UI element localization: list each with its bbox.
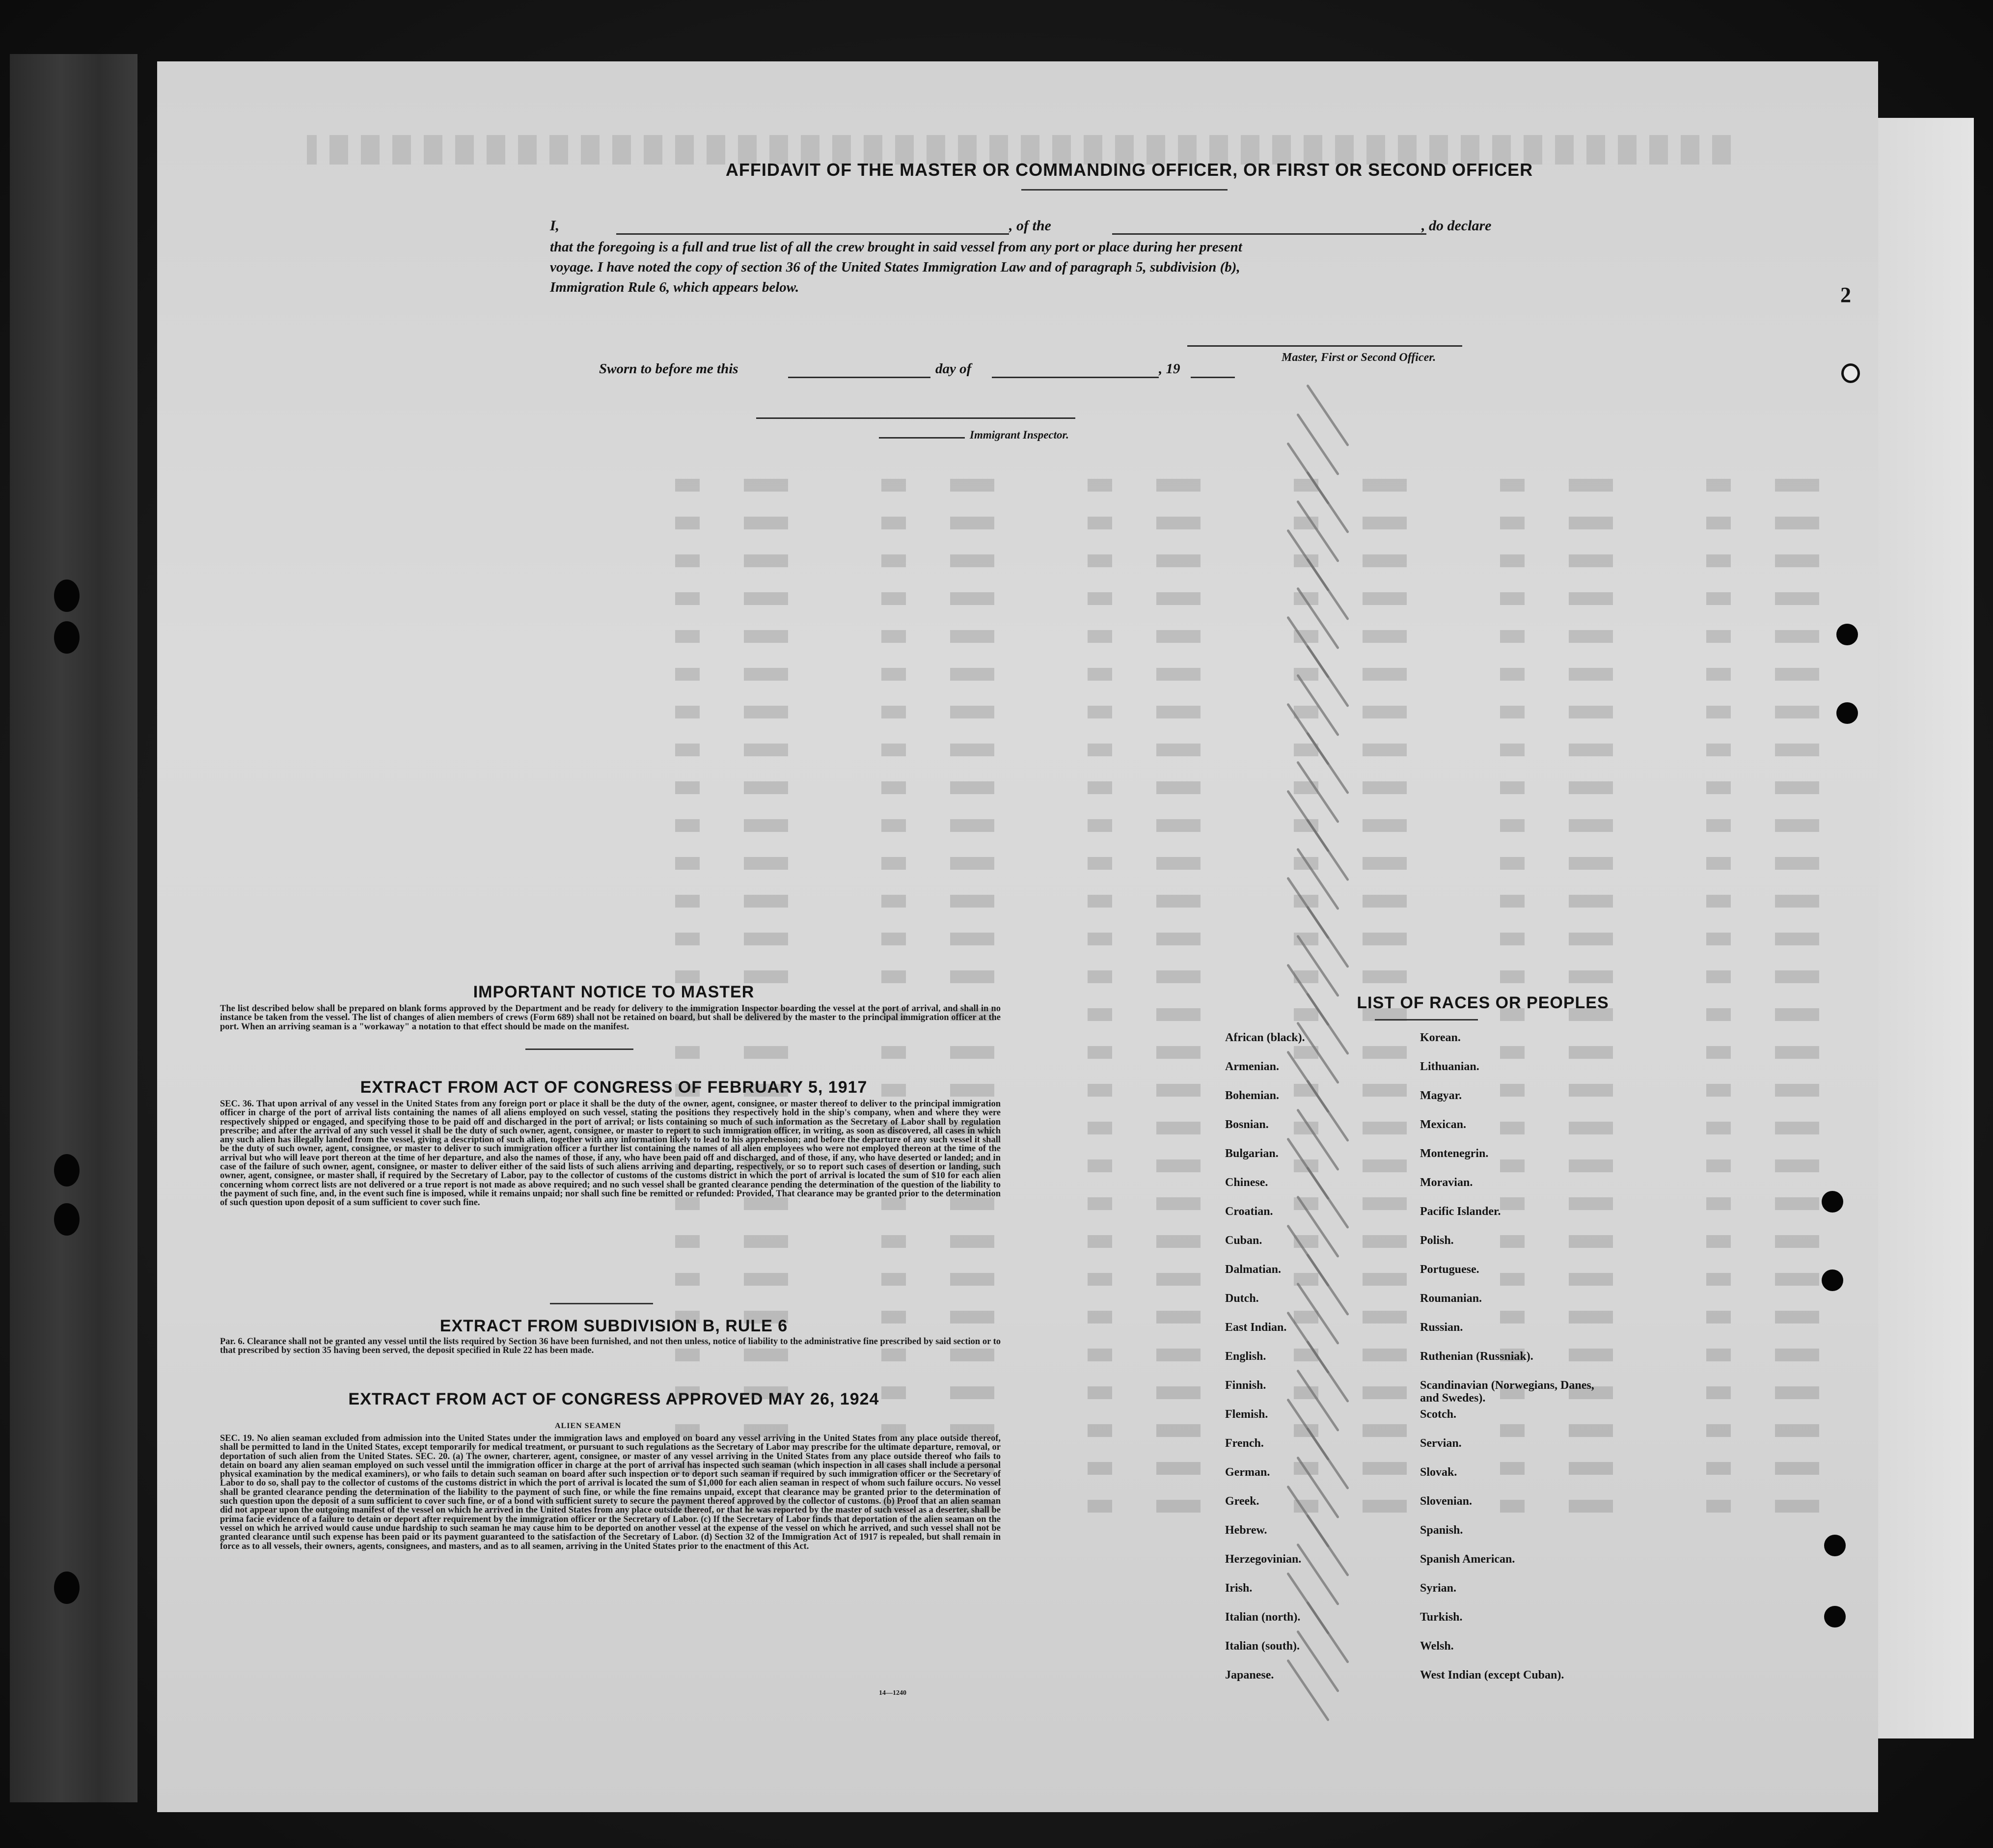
vessel-name-line <box>1112 233 1426 235</box>
affidavit-line-2: that the foregoing is a full and true list of all the crew brought in said vessel from any port or place during her present <box>550 239 1242 255</box>
form-number: 14—1240 <box>879 1689 906 1697</box>
race-entry: Scotch. <box>1420 1408 1456 1421</box>
master-signature-label: Master, First or Second Officer. <box>1282 351 1436 364</box>
races-heading: LIST OF RACES OR PEOPLES <box>1357 993 1609 1012</box>
race-entry: Montenegrin. <box>1420 1147 1489 1160</box>
race-entry: Ruthenian (Russniak). <box>1420 1350 1533 1363</box>
binder-hole <box>54 579 80 612</box>
race-entry: Welsh. <box>1420 1640 1454 1653</box>
ghost-row <box>641 857 1819 870</box>
race-entry: Greek. <box>1225 1495 1259 1508</box>
race-entry: Lithuanian. <box>1420 1060 1479 1073</box>
race-entry: Scandinavian (Norwegians, Danes, and Swedes). <box>1420 1379 1594 1405</box>
race-entry: Chinese. <box>1225 1176 1268 1189</box>
race-entry: Dalmatian. <box>1225 1263 1281 1276</box>
race-entry: Armenian. <box>1225 1060 1279 1073</box>
race-entry: Mexican. <box>1420 1118 1466 1131</box>
ghost-row <box>641 554 1819 567</box>
binder-hole <box>54 621 80 654</box>
race-entry: Cuban. <box>1225 1234 1262 1247</box>
do-declare-label: , do declare <box>1421 218 1492 234</box>
inspector-label: Immigrant Inspector. <box>970 429 1069 441</box>
punch-hole <box>1824 1606 1846 1627</box>
notice-rule <box>525 1048 633 1050</box>
ghost-row <box>641 517 1819 529</box>
races-rule <box>1375 1019 1478 1021</box>
race-entry: Hebrew. <box>1225 1524 1267 1537</box>
ghost-row <box>641 479 1819 492</box>
extract-1917-rule <box>550 1303 653 1304</box>
race-entry: Spanish. <box>1420 1524 1463 1537</box>
manifest-sheet <box>157 61 1878 1812</box>
inspector-signature-line-short <box>879 437 965 439</box>
race-entry: Slovenian. <box>1420 1495 1473 1508</box>
ghost-row <box>641 1046 1819 1059</box>
race-entry: Russian. <box>1420 1321 1463 1334</box>
ghost-row <box>641 781 1819 794</box>
handwritten-page-number: 2 <box>1840 283 1851 307</box>
race-entry: Bulgarian. <box>1225 1147 1279 1160</box>
race-entry: Flemish. <box>1225 1408 1268 1421</box>
sworn-month-line <box>992 377 1159 378</box>
heading-rule <box>1021 189 1228 191</box>
inspector-signature-line <box>756 417 1075 419</box>
binder-hole <box>54 1203 80 1236</box>
ghost-row <box>641 706 1819 718</box>
punch-hole <box>1822 1191 1843 1213</box>
extract-1924-text: SEC. 19. No alien seaman excluded from admission into the United States under the immigration laws and employed on board any vessel arriving in the United States from any place outside thereof, shall be permitted to land in the United States, except temporarily for medical treatment, or pursuant to such regulations as the Secretary of Labor may prescribe for the ultimate departure, removal, or deportation of such alien from the United States. SEC. 20. (a) The owner, charterer, agent, consignee, or master of any vessel arriving in the United States from any place outside thereof who fails to detain on board any alien seaman employed on such vessel until the immigration officer in charge at the port of arrival has inspected such seaman (which inspection in all cases shall include a personal physical examination by the medical examiners), or who fails to detain such seaman on board after such inspection or to deport such seaman if required by such immigration officer or the Secretary of Labor to do so, shall pay to the collector of customs of the customs district in which the port of arrival is located the sum of $1,000 for each alien seaman in respect of whom such failure occurs. No vessel shall be granted clearance pending the determination of the liability to the payment of such fine, or while the fine remains unpaid, except that clearance may be granted prior to the determination of such question upon the deposit of a sum sufficient to cover such fine, or of a bond with sufficient surety to secure the payment thereof approved by the collector of customs. (b) Proof that an alien seaman did not appear upon the outgoing manifest of the vessel on which he arrived in the United States from any place outside thereof, or that he was reported by the master of such vessel as a deserter, shall be prima facie evidence of a failure to detain or deport after requirement by the immigration officer or the Secretary of Labor. (c) If the Secretary of Labor finds that deportation of the alien seaman on the vessel on which he arrived would cause undue hardship to such seaman he may cause him to be deported on another vessel at the expense of the vessel on which he arrived, and such vessel shall not be granted clearance until such expense has been paid or its payment guaranteed to the satisfaction of the Secretary of Labor. (d) Section 32 of the Immigration Act of 1917 is repealed, but shall remain in force as to all vessels, their owners, agents, consignees, and masters, and as to all seamen, arriving in the United States prior to the enactment of this Act. <box>220 1434 1001 1551</box>
binder-hole <box>54 1572 80 1604</box>
sworn-year-line <box>1191 377 1235 378</box>
race-entry: Turkish. <box>1420 1611 1463 1624</box>
notice-text: The list described below shall be prepared on blank forms approved by the Department and be ready for delivery to the immigration Inspector boarding the vessel at the port of arrival, and shall in no instance be taken from the vessel. The list of changes of alien members of crews (Form 689) shall not be retained on board, but shall be delivered by the master to the principal immigration officer at the port. When an arriving seaman is a "workaway" a notation to that effect should be made on the manifest. <box>220 1004 1001 1032</box>
race-entry: English. <box>1225 1350 1266 1363</box>
ghost-row <box>641 819 1819 832</box>
race-entry: Bosnian. <box>1225 1118 1269 1131</box>
race-entry: Slovak. <box>1420 1466 1457 1479</box>
day-of-label: day of <box>935 361 972 377</box>
race-entry: Japanese. <box>1225 1669 1274 1682</box>
ghost-row <box>641 744 1819 756</box>
race-entry: Dutch. <box>1225 1292 1259 1305</box>
extract-1917-heading: EXTRACT FROM ACT OF CONGRESS OF FEBRUARY 5, 1917 <box>360 1078 868 1097</box>
rule6-heading: EXTRACT FROM SUBDIVISION B, RULE 6 <box>439 1317 788 1335</box>
race-entry: African (black). <box>1225 1031 1305 1044</box>
race-entry: Syrian. <box>1420 1582 1457 1595</box>
punch-hole <box>1841 363 1860 383</box>
ghost-row <box>641 592 1819 605</box>
race-entry: Herzegovinian. <box>1225 1553 1302 1566</box>
affidavit-line-4: Immigration Rule 6, which appears below. <box>550 279 799 295</box>
race-entry: Italian (north). <box>1225 1611 1301 1624</box>
race-entry: Korean. <box>1420 1031 1461 1044</box>
race-entry: Italian (south). <box>1225 1640 1300 1653</box>
declarant-i-label: I, <box>550 218 560 234</box>
race-entry: East Indian. <box>1225 1321 1287 1334</box>
affidavit-heading: AFFIDAVIT OF THE MASTER OR COMMANDING OFFICER, OR FIRST OR SECOND OFFICER <box>725 160 1533 180</box>
race-entry: Spanish American. <box>1420 1553 1515 1566</box>
race-entry: French. <box>1225 1437 1264 1450</box>
race-entry: Finnish. <box>1225 1379 1266 1392</box>
notice-heading: IMPORTANT NOTICE TO MASTER <box>473 983 755 1001</box>
ghost-row <box>641 895 1819 908</box>
race-entry: German. <box>1225 1466 1270 1479</box>
race-entry: Bohemian. <box>1225 1089 1280 1102</box>
binder-strip <box>10 54 137 1802</box>
race-entry: West Indian (except Cuban). <box>1420 1669 1564 1682</box>
race-entry: Servian. <box>1420 1437 1462 1450</box>
race-entry: Pacific Islander. <box>1420 1205 1501 1218</box>
race-entry: Croatian. <box>1225 1205 1273 1218</box>
race-entry: Portuguese. <box>1420 1263 1479 1276</box>
sworn-day-line <box>788 377 930 378</box>
punch-hole <box>1836 624 1858 645</box>
race-entry: Magyar. <box>1420 1089 1462 1102</box>
ghost-row <box>641 970 1819 983</box>
alien-seamen-subheading: ALIEN SEAMEN <box>555 1422 622 1430</box>
master-signature-line <box>1187 345 1462 347</box>
race-entry: Irish. <box>1225 1582 1253 1595</box>
race-entry: Roumanian. <box>1420 1292 1482 1305</box>
punch-hole <box>1824 1535 1846 1556</box>
ghost-row <box>641 668 1819 681</box>
extract-1917-text: SEC. 36. That upon arrival of any vessel in the United States from any foreign port or place it shall be the duty of the owner, agent, consignee, or master thereof to deliver to the principal immigration officer in charge of the port of arrival lists containing the names of all aliens employed on such vessel, stating the positions they respectively hold in the ship's company, when and where they were respectively shipped or engaged, and specifying those to be paid off and discharged in the port of arrival; or lists containing so much of such information as the Secretary of Labor shall by regulation prescribe; and after the arrival of any such vessel it shall be the duty of such owner, agent, consignee, or master to report to such immigration officer, in writing, as soon as discovered, all cases in which any such alien has illegally landed from the vessel, giving a description of such alien, together with any information likely to lead to his apprehension; and before the departure of any such vessel it shall be the duty of such owner, agent, consignee, or master to deliver to such immigration officer a further list containing the names of all alien employees who were not employed thereon at the time of the arrival but who will leave port thereon at the time of her departure, and also the names of those, if any, who have been paid off and discharged, and of those, if any, who have deserted or landed; and in case of the failure of such owner, agent, consignee, or master to deliver either of the said lists of such aliens arriving and departing, respectively, or so to report such cases of desertion or landing, such owner, agent, consignee, or master shall, if required by the Secretary of Labor, pay to the collector of customs of the customs district in which the port of arrival is located the sum of $10 for each alien concerning whom correct lists are not delivered or a true report is not made as above required; and no such vessel shall be granted clearance pending the determination of the question of the liability to the payment of such fine, and, in the event such fine is imposed, while it remains unpaid; nor shall such fine be remitted or refunded: Provided, That clearance may be granted prior to the determination of such question upon deposit of a sum sufficient to cover such fine. <box>220 1099 1001 1208</box>
affidavit-line-3: voyage. I have noted the copy of section 36 of the United States Immigration Law and of paragraph 5, subdivision (b), <box>550 259 1240 275</box>
declarant-name-line <box>616 233 1009 235</box>
punch-hole <box>1836 702 1858 724</box>
of-the-label: , of the <box>1009 218 1051 234</box>
punch-hole <box>1822 1269 1843 1291</box>
ghost-row <box>641 933 1819 945</box>
ghost-row <box>641 630 1819 643</box>
race-entry: Moravian. <box>1420 1176 1473 1189</box>
rule6-text: Par. 6. Clearance shall not be granted any vessel until the lists required by Section 36 have been furnished, and not then unless, notice of liability to the administrative fine prescribed by said section or to that prescribed by section 35 having been served, the deposit specified in Rule 22 has been made. <box>220 1337 1001 1356</box>
binder-hole <box>54 1154 80 1186</box>
sworn-label: Sworn to before me this <box>599 361 738 377</box>
race-entry: Polish. <box>1420 1234 1454 1247</box>
extract-1924-heading: EXTRACT FROM ACT OF CONGRESS APPROVED MAY 26, 1924 <box>348 1390 879 1408</box>
year-label: , 19 <box>1159 361 1180 377</box>
